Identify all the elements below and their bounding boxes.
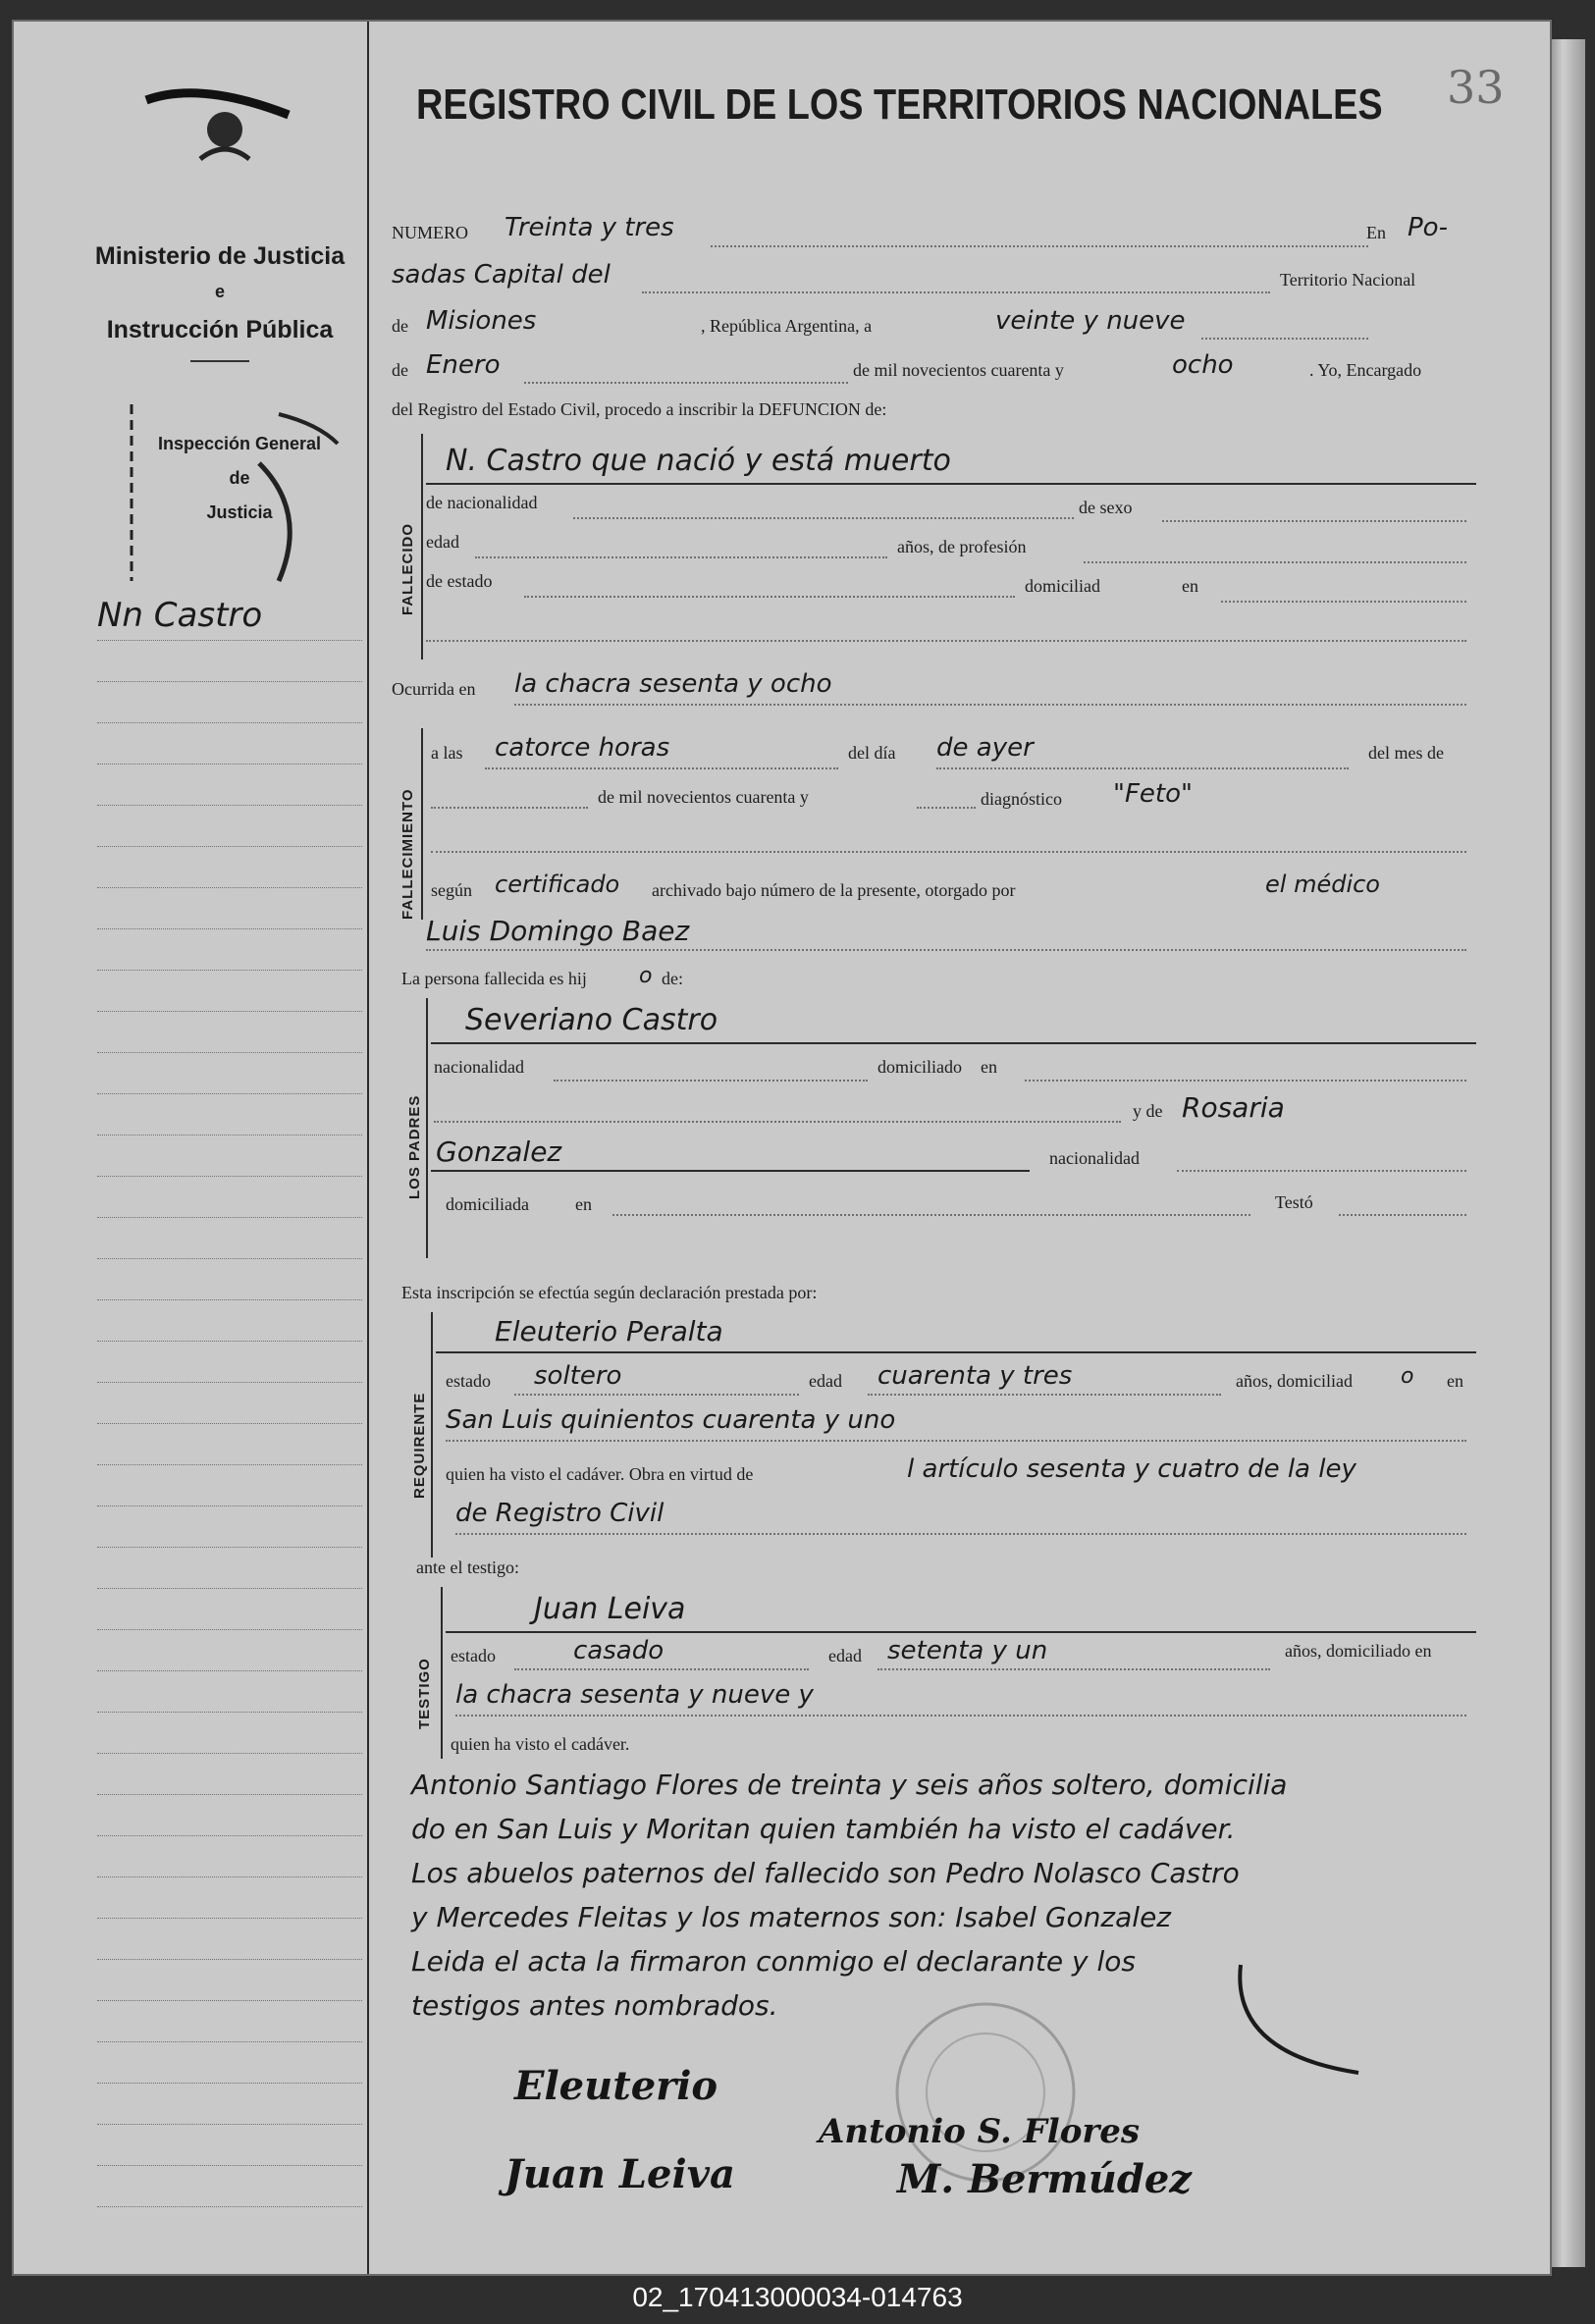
territory-value: Misiones	[426, 306, 537, 336]
testigo-estado-value: casado	[573, 1636, 665, 1665]
en-label: En	[1366, 223, 1386, 242]
note-line-4: y Mercedes Fleitas y los maternos son: Isabel Gonzalez	[411, 1901, 1171, 1933]
padres-en2-label: en	[575, 1194, 592, 1214]
section-requirente: REQUIRENTE	[411, 1392, 428, 1499]
hijo-label-end: de:	[662, 969, 683, 988]
signature-2: Antonio S. Flores	[819, 2112, 1141, 2151]
en-value: Po-	[1408, 213, 1448, 242]
encargado-text: . Yo, Encargado	[1309, 360, 1422, 380]
testigo-domicilio: la chacra sesenta y nueve y	[455, 1680, 814, 1710]
requirente-edad-value: cuarenta y tres	[877, 1361, 1073, 1391]
diagnostico-label: diagnóstico	[981, 789, 1062, 809]
day-value: veinte y nueve	[995, 306, 1186, 336]
testigo-anos-label: años, domiciliado en	[1285, 1641, 1432, 1661]
inspection-line-3: Justicia	[206, 502, 273, 522]
republica-text: , República Argentina, a	[701, 316, 873, 336]
coat-of-arms-stamp	[141, 80, 298, 169]
de2-label: de	[392, 360, 408, 380]
medico-name: Luis Domingo Baez	[426, 915, 690, 947]
page-title: REGISTRO CIVIL DE LOS TERRITORIOS NACIONALES	[416, 80, 1383, 129]
ministry-line-1: Ministerio de Justicia	[94, 242, 346, 270]
hora-value: catorce horas	[495, 733, 670, 763]
year-value: ocho	[1172, 350, 1234, 380]
testigo-name: Juan Leiva	[534, 1592, 686, 1626]
note-line-3: Los abuelos paternos del fallecido son Pedro Nolasco Castro	[411, 1857, 1240, 1889]
testigo-edad-value: setenta y un	[887, 1636, 1048, 1665]
testigo-edad-label: edad	[828, 1646, 862, 1665]
de-label: de	[392, 316, 408, 336]
hijo-suffix: o	[639, 964, 653, 988]
requirente-quien-text: quien ha visto el cadáver. Obra en virtud de	[446, 1464, 754, 1484]
y-de-label: y de	[1133, 1101, 1163, 1121]
signature-3: Juan Leiva	[505, 2151, 735, 2197]
a-las-label: a las	[431, 743, 463, 763]
territorio-label: Territorio Nacional	[1280, 270, 1416, 290]
inspection-stamp	[112, 395, 347, 591]
madre-value-1: Rosaria	[1182, 1091, 1285, 1124]
numero-label: NUMERO	[392, 223, 469, 242]
requirente-anos-label: años, domiciliad	[1236, 1371, 1353, 1391]
declaracion-label: Esta inscripción se efectúa según declaración prestada por:	[401, 1283, 818, 1302]
testigo-quien-text: quien ha visto el cadáver.	[451, 1734, 630, 1754]
year-text: de mil novecientos cuarenta y	[853, 360, 1064, 380]
anos-profesion-label: años, de profesión	[897, 537, 1027, 556]
month-value: Enero	[426, 350, 501, 380]
book-edge	[1548, 39, 1585, 2267]
page-number: 33	[1447, 61, 1505, 114]
inspection-line-2: de	[229, 468, 250, 488]
margin-column	[24, 22, 369, 2274]
anio-text: de mil novecientos cuarenta y	[598, 787, 809, 807]
signature-4: M. Bermúdez	[897, 2156, 1192, 2202]
section-testigo: TESTIGO	[416, 1658, 433, 1729]
medico-value: el médico	[1265, 871, 1380, 898]
document-id: 02_170413000034-014763	[632, 2282, 963, 2312]
fallecido-en-label: en	[1182, 576, 1198, 596]
requirente-obra-value: l artículo sesenta y cuatro de la ley	[907, 1454, 1356, 1484]
signature-1: Eleuterio	[514, 2063, 718, 2109]
domiciliad-label: domiciliad	[1025, 576, 1100, 596]
requirente-edad-label: edad	[809, 1371, 842, 1391]
testigo-intro: ante el testigo:	[416, 1558, 519, 1577]
section-fallecido: FALLECIDO	[399, 523, 416, 615]
requirente-domiciliad-suffix: o	[1401, 1364, 1414, 1389]
padre-value: Severiano Castro	[465, 1003, 718, 1037]
testigo-estado-label: estado	[451, 1646, 496, 1665]
segun-label: según	[431, 880, 472, 900]
place-value: sadas Capital del	[392, 260, 611, 290]
requirente-estado-value: soltero	[534, 1361, 622, 1391]
note-line-6: testigos antes nombrados.	[411, 1989, 778, 2022]
dia-value: de ayer	[936, 733, 1034, 763]
estado-label: de estado	[426, 571, 493, 591]
certificado-value: certificado	[495, 871, 620, 898]
requirente-obra-value-2: de Registro Civil	[455, 1499, 665, 1528]
edad-label: edad	[426, 532, 459, 552]
note-line-2: do en San Luis y Moritan quien también ha visto el cadáver.	[411, 1813, 1236, 1845]
ministry-line-2: e	[214, 282, 225, 301]
del-mes-label: del mes de	[1368, 743, 1444, 763]
requirente-domicilio: San Luis quinientos cuarenta y uno	[446, 1405, 896, 1435]
padres-nacionalidad-label: nacionalidad	[434, 1057, 524, 1077]
domiciliado-label: domiciliado	[877, 1057, 962, 1077]
domiciliada-label: domiciliada	[446, 1194, 529, 1214]
margin-name-note: Nn Castro	[97, 596, 263, 635]
requirente-name: Eleuterio Peralta	[495, 1315, 723, 1347]
del-dia-label: del día	[848, 743, 896, 763]
inspection-line-1: Inspección General	[157, 434, 322, 453]
registro-text: del Registro del Estado Civil, procedo a inscribir la DEFUNCION de:	[392, 399, 887, 419]
note-line-1: Antonio Santiago Flores de treinta y seis años soltero, domicilia	[411, 1769, 1288, 1801]
numero-value: Treinta y tres	[505, 213, 674, 242]
stroke-mark	[1221, 1945, 1378, 2083]
note-line-5: Leida el acta la firmaron conmigo el declarante y los	[411, 1945, 1136, 1978]
archivado-text: archivado bajo número de la presente, otorgado por	[652, 880, 1016, 900]
padres-nacionalidad2-label: nacionalidad	[1049, 1148, 1140, 1168]
section-fallecimiento: FALLECIMIENTO	[399, 788, 416, 920]
ocurrida-label: Ocurrida en	[392, 679, 476, 699]
hijo-label-prefix: La persona fallecida es hij	[401, 969, 587, 988]
fallecido-name: N. Castro que nació y está muerto	[446, 444, 951, 478]
nacionalidad-label: de nacionalidad	[426, 493, 538, 512]
ocurrida-value: la chacra sesenta y ocho	[514, 669, 832, 699]
padres-en-label: en	[981, 1057, 997, 1077]
madre-value-2: Gonzalez	[436, 1136, 562, 1168]
register-page	[12, 20, 1552, 2276]
diagnostico-value: "Feto"	[1113, 779, 1193, 809]
requirente-estado-label: estado	[446, 1371, 491, 1391]
section-los-padres: LOS PADRES	[406, 1094, 423, 1199]
ministry-line-3: Instrucción Pública	[106, 316, 334, 343]
sexo-label: de sexo	[1079, 498, 1133, 517]
requirente-en-label: en	[1447, 1371, 1463, 1391]
testo-label: Testó	[1275, 1192, 1313, 1212]
